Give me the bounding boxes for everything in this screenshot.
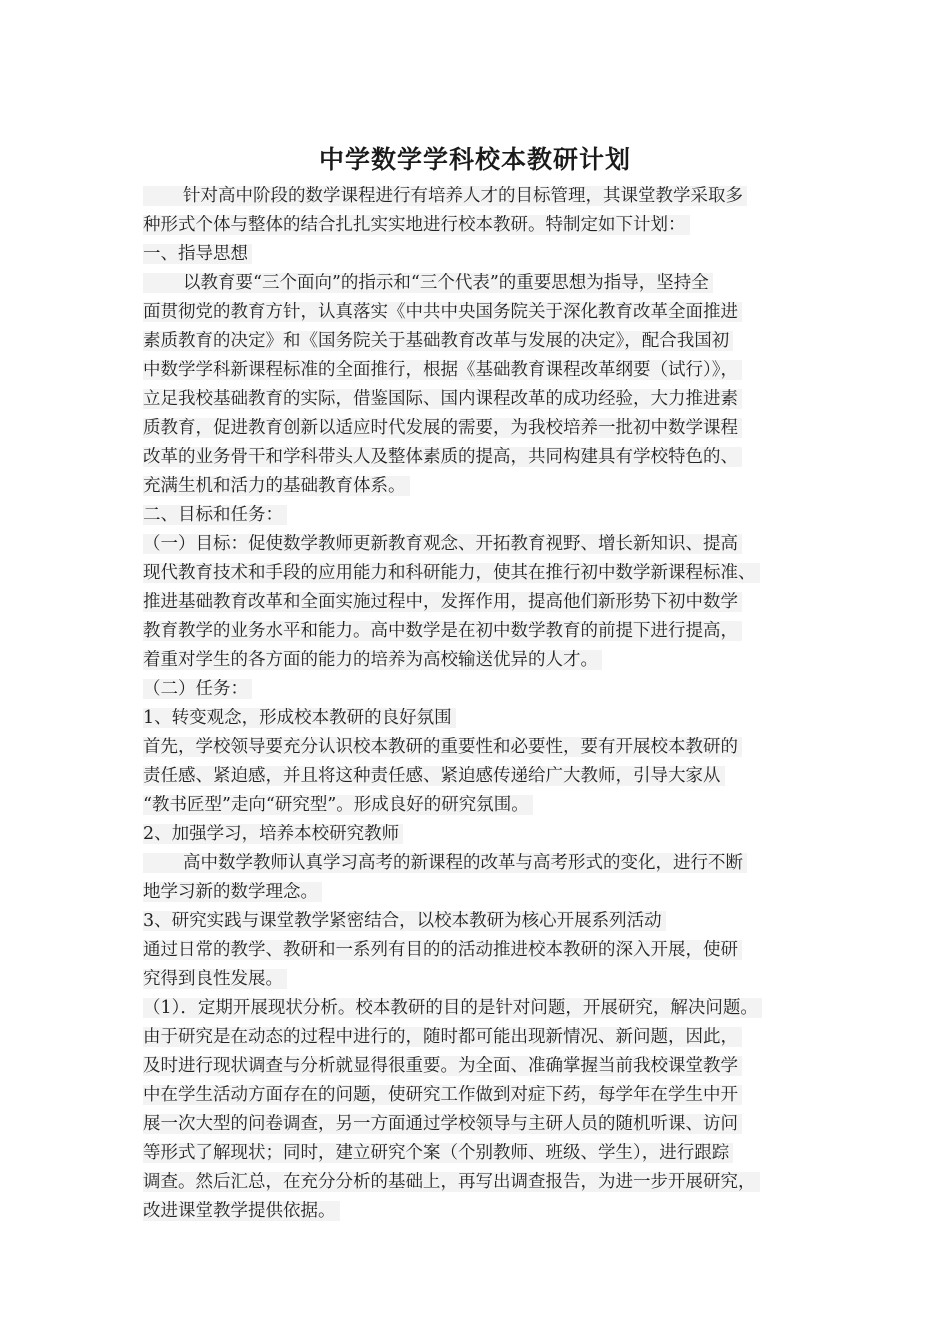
text-line-content: 高中数学教师认真学习高考的新课程的改革与高考形式的变化，进行不断: [143, 853, 747, 873]
text-line-content: （1）．定期开展现状分析。校本教研的目的是针对问题，开展研究，解决问题。: [143, 998, 762, 1018]
text-line-content: 首先，学校领导要充分认识校本教研的重要性和必要性，要有开展校本教研的: [143, 737, 742, 757]
text-line-content: 以教育要“三个面向”的指示和“三个代表”的重要思想为指导，坚持全: [143, 273, 713, 293]
text-line-content: 着重对学生的各方面的能力的培养为高校输送优异的人才。: [143, 650, 602, 670]
text-line: [143, 443, 833, 472]
text-line-content: 现代教育技术和手段的应用能力和科研能力，使其在推行初中数学新课程标准、: [143, 563, 760, 583]
text-line-content: 调查。然后汇总，在充分分析的基础上，再写出调查报告，为进一步开展研究，: [143, 1172, 760, 1192]
text-line: [143, 1081, 833, 1110]
text-line: [143, 907, 833, 936]
text-line: [143, 1197, 833, 1226]
text-line: [143, 298, 833, 327]
text-line: [143, 559, 833, 588]
text-line: [143, 269, 833, 298]
text-line-content: 中在学生活动方面存在的问题，使研究工作做到对症下药，每学年在学生中开: [143, 1085, 742, 1105]
text-line: [143, 240, 833, 269]
text-line: [143, 356, 833, 385]
text-line: [143, 414, 833, 443]
text-line: [143, 820, 833, 849]
text-line-content: 素质教育的决定》和《国务院关于基础教育改革与发展的决定》，配合我国初: [143, 331, 733, 351]
text-line-content: （一）目标：促使数学教师更新教育观念、开拓教育视野、增长新知识、提高: [143, 534, 742, 554]
text-line-content: 2、加强学习，培养本校研究教师: [143, 824, 403, 844]
text-line-content: 二、目标和任务：: [143, 505, 287, 525]
text-line-content: 面贯彻党的教育方针，认真落实《中共中央国务院关于深化教育改革全面推进: [143, 302, 742, 322]
text-line: [143, 501, 833, 530]
text-line-content: （二）任务：: [143, 679, 252, 699]
text-line: [143, 1023, 833, 1052]
text-line: [143, 1110, 833, 1139]
text-line: [143, 762, 833, 791]
text-line-content: 改进课堂教学提供依据。: [143, 1201, 340, 1221]
document-body: [143, 182, 833, 1226]
text-line: [143, 530, 833, 559]
text-line-content: 地学习新的数学理念。: [143, 882, 322, 902]
text-line: [143, 878, 833, 907]
text-line: [143, 1168, 833, 1197]
text-line-content: 究得到良性发展。: [143, 969, 287, 989]
text-line: [143, 211, 833, 240]
text-line-content: 针对高中阶段的数学课程进行有培养人才的目标管理，其课堂教学采取多: [143, 186, 747, 206]
text-line: [143, 791, 833, 820]
text-line: [143, 733, 833, 762]
text-line-content: 由于研究是在动态的过程中进行的，随时都可能出现新情况、新问题，因此，: [143, 1027, 742, 1047]
text-line-content: 1、转变观念，形成校本教研的良好氛围: [143, 708, 456, 728]
text-line-content: 质教育，促进教育创新以适应时代发展的需要，为我校培养一批初中数学课程: [143, 418, 742, 438]
text-line: [143, 936, 833, 965]
text-line-content: 一、指导思想: [143, 244, 252, 264]
text-line: [143, 675, 833, 704]
text-line: [143, 472, 833, 501]
text-line-content: 责任感、紧迫感，并且将这种责任感、紧迫感传递给广大教师，引导大家从: [143, 766, 725, 786]
text-line: [143, 646, 833, 675]
text-line: [143, 617, 833, 646]
text-line-content: 种形式个体与整体的结合扎扎实实地进行校本教研。特制定如下计划：: [143, 215, 690, 235]
text-line: [143, 1139, 833, 1168]
text-line-content: 及时进行现状调查与分析就显得很重要。为全面、准确掌握当前我校课堂教学: [143, 1056, 742, 1076]
text-line: [143, 1052, 833, 1081]
text-line-content: 通过日常的教学、教研和一系列有目的的活动推进校本教研的深入开展，使研: [143, 940, 742, 960]
text-line-content: 中数学学科新课程标准的全面推行，根据《基础教育课程改革纲要（试行）》，: [143, 360, 742, 380]
text-line: [143, 994, 833, 1023]
text-line-content: 教育教学的业务水平和能力。高中数学是在初中数学教育的前提下进行提高，: [143, 621, 742, 641]
text-line-content: 立足我校基础教育的实际，借鉴国际、国内课程改革的成功经验，大力推进素: [143, 389, 742, 409]
text-line-content: 推进基础教育改革和全面实施过程中，发挥作用，提高他们新形势下初中数学: [143, 592, 742, 612]
text-line-content: 等形式了解现状；同时，建立研究个案（个别教师、班级、学生），进行跟踪: [143, 1143, 733, 1163]
text-line: [143, 385, 833, 414]
text-line-content: 充满生机和活力的基础教育体系。: [143, 476, 410, 496]
text-line: [143, 849, 833, 878]
text-line-content: “教书匠型”走向“研究型”。形成良好的研究氛围。: [143, 795, 533, 815]
text-line: [143, 327, 833, 356]
text-line: [143, 704, 833, 733]
text-line: [143, 965, 833, 994]
document-title: 中学数学学科校本教研计划: [318, 145, 631, 174]
text-line-content: 改革的业务骨干和学科带头人及整体素质的提高，共同构建具有学校特色的、: [143, 447, 742, 467]
text-line: [143, 182, 833, 211]
text-line-content: 3、研究实践与课堂教学紧密结合，以校本教研为核心开展系列活动: [143, 911, 666, 931]
text-line-content: 展一次大型的问卷调查，另一方面通过学校领导与主研人员的随机听课、访问: [143, 1114, 742, 1134]
text-line: [143, 588, 833, 617]
